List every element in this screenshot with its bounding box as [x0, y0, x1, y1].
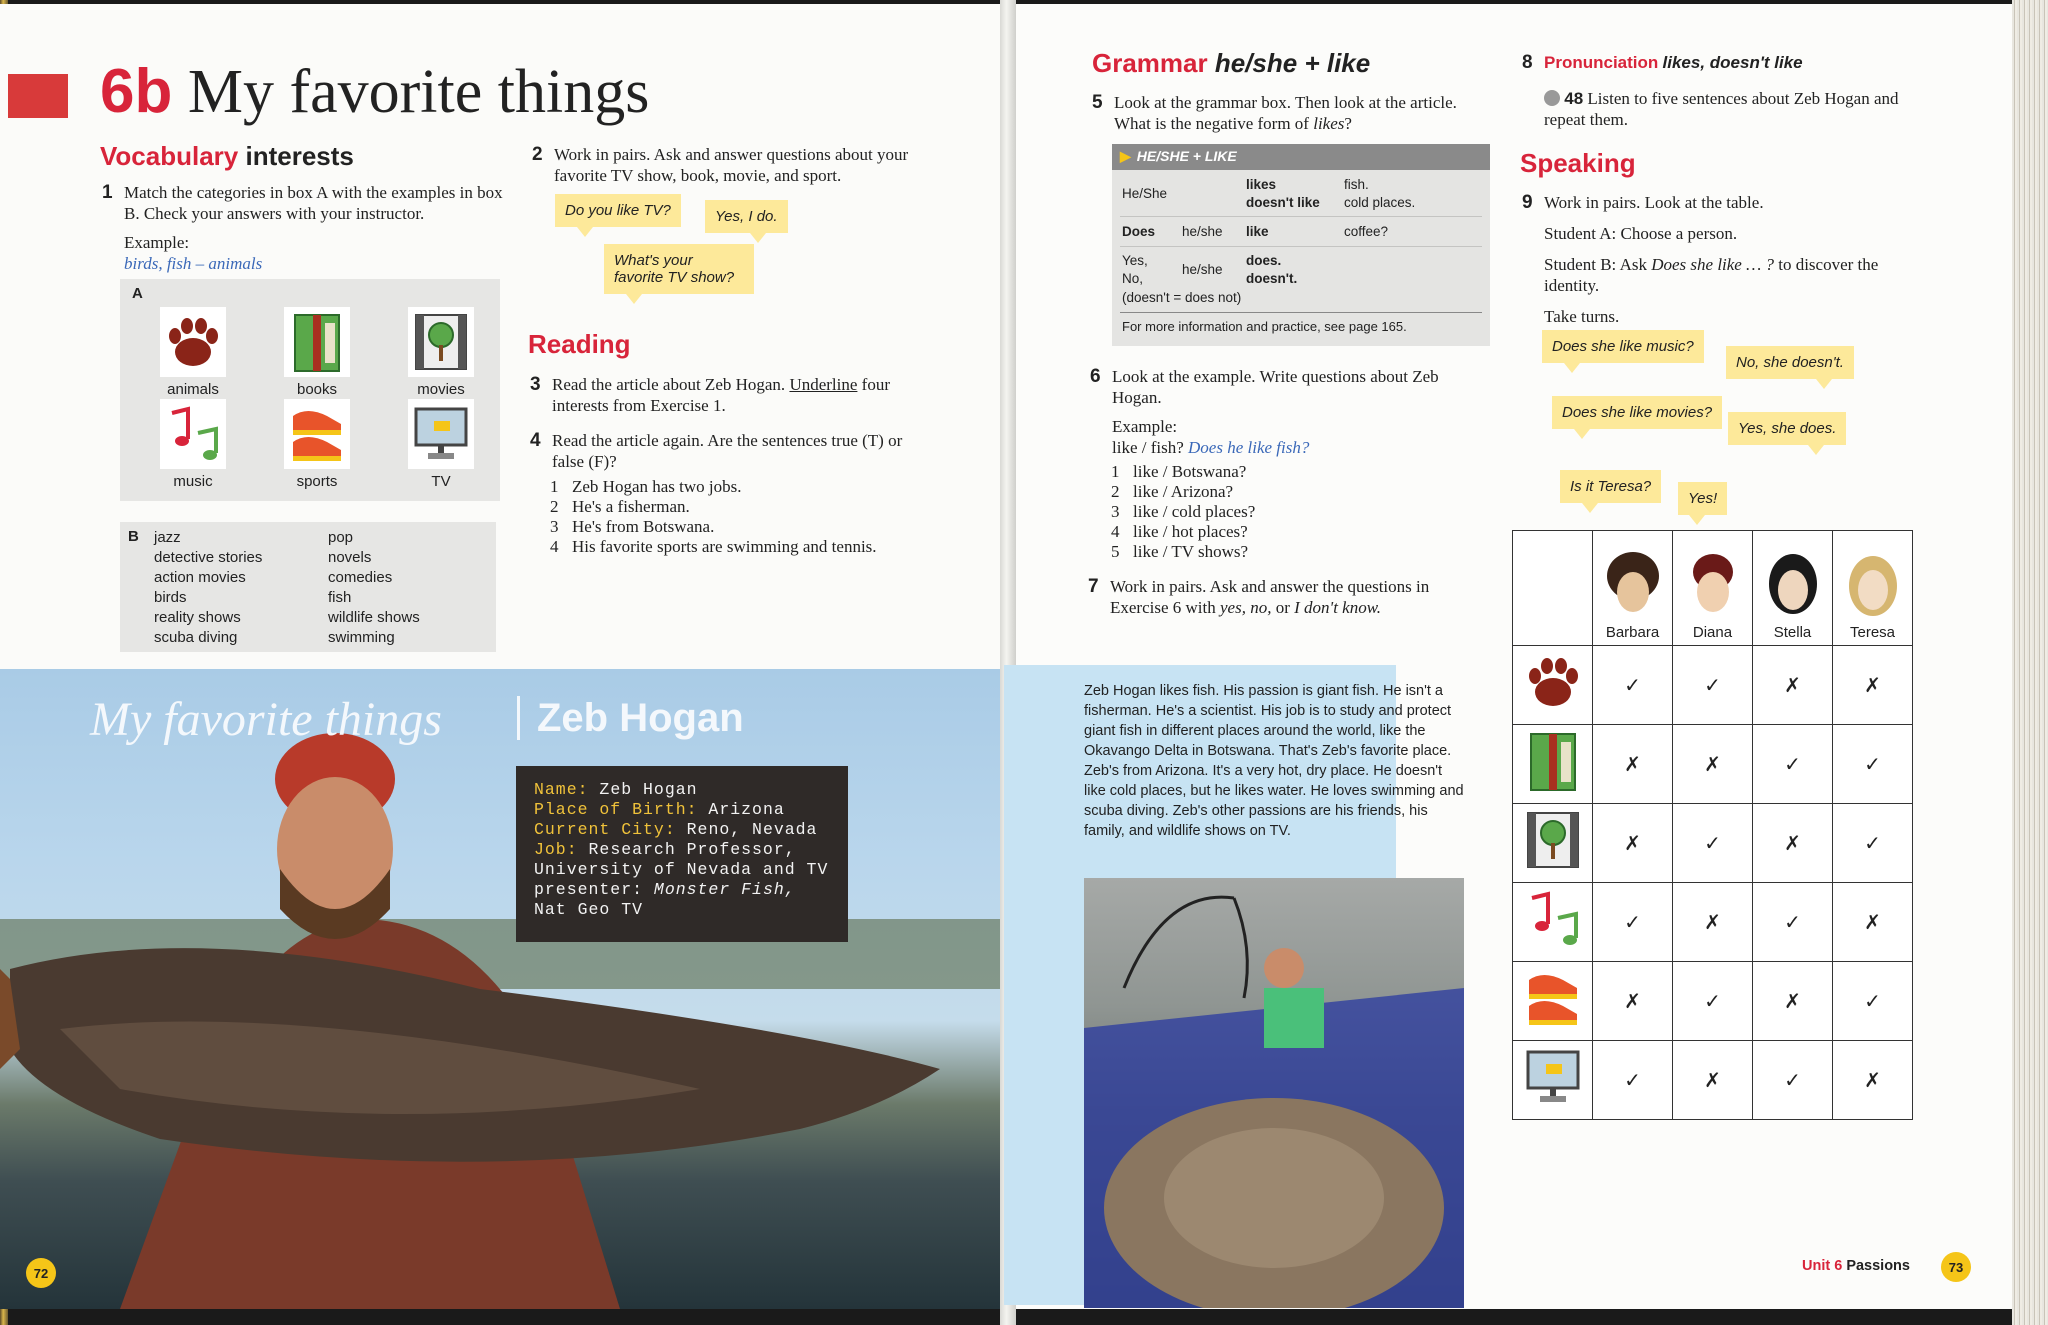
underline-word: Underline — [789, 375, 858, 394]
grammar-cell — [1344, 176, 1415, 212]
book-edge-right — [2012, 0, 2048, 1325]
exercise-5 — [1092, 92, 1494, 134]
profile-key: Job: — [534, 840, 578, 859]
table-cell: ✗ — [1833, 1041, 1913, 1120]
play-arrow-icon: ▶ — [1120, 148, 1131, 164]
profile-key: Name: — [534, 780, 589, 799]
person-name: Diana — [1692, 624, 1733, 641]
table-row — [1513, 646, 1913, 725]
grammar-word: Yes, — [1122, 253, 1148, 268]
box-b-col-2 — [328, 528, 420, 648]
ex6-item-1: 1 like / Botswana? — [1111, 462, 1247, 481]
example-label: Example: — [124, 233, 190, 252]
unit-marker — [8, 74, 68, 118]
table-cell: ✓ — [1833, 725, 1913, 804]
item-text: like / TV shows? — [1133, 542, 1249, 561]
category-sports — [262, 399, 372, 490]
teresa-face-icon — [1843, 550, 1903, 620]
example-item: detective stories — [154, 549, 263, 566]
film-tree-icon — [1524, 809, 1582, 871]
exercise-1 — [102, 182, 506, 274]
student-b-question: Does she like … ? — [1651, 255, 1774, 274]
example-answer: Does he like fish? — [1188, 438, 1310, 457]
exercise-text: Work in pairs. Ask and answer questions about your favorite TV show, book, movie, and sport. — [554, 145, 909, 185]
tv-icon — [408, 399, 474, 469]
grammar-divider — [1120, 216, 1482, 217]
speech-bubble: Yes, I do. — [705, 200, 788, 233]
exercise-number: 1 — [102, 182, 113, 203]
student-b-post: to discover the identity. — [1544, 255, 1879, 295]
grammar-word: cold places. — [1344, 195, 1416, 210]
exercise-number: 5 — [1092, 92, 1103, 113]
person-diana — [1673, 531, 1753, 646]
table-row — [1513, 962, 1913, 1041]
example-item: wildlife shows — [328, 609, 420, 626]
table-cell: ✓ — [1593, 883, 1673, 962]
grammar-divider — [1120, 312, 1482, 313]
grammar-box — [1112, 144, 1490, 346]
profile-card — [516, 766, 848, 942]
ex4-item-3: 3 He's from Botswana. — [550, 517, 715, 536]
speech-bubble: Yes! — [1678, 482, 1727, 515]
grammar-cell: coffee? — [1344, 224, 1389, 239]
grammar-italic: he/she + like — [1214, 48, 1371, 78]
profile-key: Place of Birth: — [534, 800, 698, 819]
exercise-9 — [1522, 192, 1914, 327]
grammar-word: doesn't. — [1246, 271, 1298, 286]
exercise-italic: likes — [1313, 114, 1345, 133]
example-item: fish — [328, 589, 352, 606]
example-item: birds — [154, 589, 187, 606]
item-text: like / hot places? — [1133, 522, 1248, 541]
category-label: movies — [417, 381, 465, 398]
unit-code: 6b — [100, 57, 173, 126]
exercise-8-instructions — [1544, 88, 1914, 130]
music-notes-icon — [1524, 888, 1582, 950]
audio-cd-icon — [1544, 90, 1560, 106]
exercise-text: Work in pairs. Ask and answer the questions in Exercise 6 with — [1110, 577, 1430, 617]
box-b — [120, 522, 496, 652]
table-cell: ✗ — [1593, 804, 1673, 883]
profile-value: Zeb Hogan — [588, 780, 698, 799]
grammar-word: does. — [1246, 253, 1282, 268]
person-name: Stella — [1773, 624, 1812, 641]
person-stella — [1753, 531, 1833, 646]
grammar-cell — [1246, 176, 1320, 212]
show-name: Monster Fish, — [653, 880, 796, 899]
example-item: reality shows — [154, 609, 241, 626]
grammar-cell — [1122, 252, 1148, 288]
unit-title-text: My favorite things — [187, 58, 650, 126]
row-tv — [1513, 1041, 1593, 1120]
speech-bubble: No, she doesn't. — [1726, 346, 1854, 379]
box-label: B — [128, 528, 139, 545]
person-barbara — [1593, 531, 1673, 646]
feature-title: My favorite things — [90, 693, 442, 746]
grammar-word: No, — [1122, 271, 1144, 286]
profile-job — [534, 840, 830, 900]
article-text: Zeb Hogan likes fish. His passion is giant fish. He isn't a fisherman. He's a scientist. His job is to study and protect giant fish in different places around the world, like the Okavango Delta in Botswana. That's Zeb's favorite place. Zeb's from Arizona. It's a very hot, dry place. He doesn't like cold places, but he likes water. He loves swimming and scuba diving. Zeb's other passions are his friends, his family, and wildlife shows on TV. — [1084, 683, 1464, 839]
table-row — [1513, 725, 1913, 804]
table-cell: ✓ — [1753, 883, 1833, 962]
box-a — [120, 279, 500, 501]
tv-icon — [1524, 1046, 1582, 1108]
example-item: action movies — [154, 569, 246, 586]
or-word: or — [1275, 598, 1290, 617]
track-number: 48 — [1564, 89, 1584, 108]
item-text: like / cold places? — [1133, 502, 1256, 521]
speech-bubble: What's your favorite TV show? — [604, 244, 754, 294]
exercise-text-end: four interests from Exercise 1. — [552, 375, 890, 415]
pronunciation-italic: likes, doesn't like — [1662, 53, 1803, 72]
table-cell: ✗ — [1753, 804, 1833, 883]
book-icon — [1525, 728, 1581, 794]
example-label: Example: — [1112, 417, 1178, 436]
page-number: 72 — [26, 1258, 56, 1288]
row-movies — [1513, 804, 1593, 883]
ex6-item-2: 2 like / Arizona? — [1111, 482, 1234, 501]
page-title — [100, 59, 649, 125]
example-answer: birds, fish – animals — [124, 254, 263, 273]
row-books — [1513, 725, 1593, 804]
table-cell: ✗ — [1673, 725, 1753, 804]
table-cell: ✗ — [1673, 883, 1753, 962]
exercise-text: Read the article again. Are the sentences true (T) or false (F)? — [552, 431, 903, 471]
category-music — [138, 399, 248, 490]
reading-heading: Reading — [528, 329, 631, 359]
table-cell: ✓ — [1673, 804, 1753, 883]
table-cell: ✓ — [1753, 1041, 1833, 1120]
grammar-cell: he/she — [1182, 262, 1223, 277]
grammar-note: (doesn't = does not) — [1122, 290, 1242, 305]
exercise-number: 4 — [530, 430, 541, 451]
exercise-3 — [530, 374, 927, 416]
profile-city — [534, 820, 830, 840]
profile-birthplace — [534, 800, 830, 820]
stingray-photo — [1084, 878, 1464, 1308]
exercise-number: 9 — [1522, 192, 1533, 213]
category-tv — [386, 399, 496, 490]
diana-face-icon — [1683, 550, 1743, 620]
student-b-pre: Student B: Ask — [1544, 255, 1647, 274]
exercise-end: ? — [1344, 114, 1352, 133]
table-cell: ✗ — [1833, 646, 1913, 725]
answer-no: no, — [1250, 598, 1272, 617]
item-text: like / Arizona? — [1133, 482, 1234, 501]
table-cell: ✗ — [1753, 646, 1833, 725]
guess-who-table — [1512, 530, 1913, 1120]
speech-bubble: Is it Teresa? — [1560, 470, 1661, 503]
answer-dont-know: I don't know. — [1294, 598, 1382, 617]
row-music — [1513, 883, 1593, 962]
item-text: He's a fisherman. — [572, 497, 690, 516]
table-row — [1513, 883, 1913, 962]
grammar-word: likes — [1246, 177, 1277, 192]
profile-value: Research Professor, University of Nevada and TV presenter: — [534, 840, 829, 899]
example-item: comedies — [328, 569, 393, 586]
grammar-heading — [1092, 48, 1370, 79]
grammar-footnote: For more information and practice, see page 165. — [1122, 319, 1407, 334]
exercise-number: 3 — [530, 374, 541, 395]
table-cell: ✓ — [1833, 962, 1913, 1041]
exercise-number: 2 — [532, 144, 543, 165]
profile-name — [534, 780, 830, 800]
table-cell: ✓ — [1673, 646, 1753, 725]
speech-bubble: Do you like TV? — [555, 194, 681, 227]
vocabulary-heading — [100, 141, 354, 172]
example-line — [1112, 437, 1472, 458]
vocab-black: interests — [245, 141, 354, 171]
exercise-text: Listen to five sentences about Zeb Hogan and repeat them. — [1544, 89, 1899, 129]
exercise-7 — [1088, 576, 1472, 618]
sneakers-icon — [1523, 966, 1583, 1030]
person-teresa — [1833, 531, 1913, 646]
box-b-col-1 — [154, 528, 262, 648]
footer-unit — [1802, 1258, 1910, 1274]
book-icon — [284, 307, 350, 377]
answer-yes: yes, — [1220, 598, 1246, 617]
table-corner — [1513, 531, 1593, 646]
table-cell: ✓ — [1593, 646, 1673, 725]
row-animals — [1513, 646, 1593, 725]
grammar-cell: he/she — [1182, 224, 1223, 239]
exercise-4 — [530, 430, 937, 472]
exercise-text: Read the article about Zeb Hogan. — [552, 375, 786, 394]
exercise-text: Match the categories in box A with the examples in box B. Check your answers with your instructor. — [124, 183, 503, 223]
table-cell: ✓ — [1753, 725, 1833, 804]
speech-bubble: Yes, she does. — [1728, 412, 1846, 445]
grammar-box-title: HE/SHE + LIKE — [1136, 148, 1237, 164]
exercise-number: 8 — [1522, 52, 1533, 73]
exercise-text: Look at the example. Write questions about Zeb Hogan. — [1112, 367, 1439, 407]
person-name: Teresa — [1849, 624, 1896, 641]
category-label: books — [296, 381, 338, 398]
film-tree-icon — [408, 307, 474, 377]
item-text: He's from Botswana. — [572, 517, 715, 536]
category-books — [262, 307, 372, 398]
grammar-divider — [1120, 246, 1482, 247]
category-movies — [386, 307, 496, 398]
profile-value: Arizona — [697, 800, 785, 819]
grammar-cell: Does — [1122, 224, 1156, 239]
table-row — [1513, 1041, 1913, 1120]
person-name: Barbara — [1605, 624, 1660, 641]
ex6-item-5: 5 like / TV shows? — [1111, 542, 1249, 561]
vocab-red: Vocabulary — [100, 141, 239, 171]
profile-network: Nat Geo TV — [534, 900, 644, 919]
table-cell: ✗ — [1833, 883, 1913, 962]
exercise-2 — [532, 144, 912, 186]
exercise-8 — [1522, 52, 1924, 73]
grammar-cell — [1246, 252, 1297, 288]
item-text: His favorite sports are swimming and tennis. — [572, 537, 877, 556]
ex4-item-2: 2 He's a fisherman. — [550, 497, 690, 516]
table-header-row — [1513, 531, 1913, 646]
speech-bubble: Does she like movies? — [1552, 396, 1722, 429]
stella-face-icon — [1763, 550, 1823, 620]
example-item: novels — [328, 549, 372, 566]
example-item: pop — [328, 529, 354, 546]
category-label: animals — [167, 381, 219, 398]
category-label: TV — [431, 473, 451, 490]
page-number: 73 — [1941, 1252, 1971, 1282]
example-item: jazz — [154, 529, 181, 546]
category-label: music — [173, 473, 213, 490]
footer-unit-number: Unit 6 — [1802, 1258, 1843, 1274]
title-divider — [517, 696, 520, 740]
grammar-cell: like — [1246, 224, 1269, 239]
ex6-item-3: 3 like / cold places? — [1111, 502, 1256, 521]
box-label: A — [132, 285, 143, 302]
grammar-word: doesn't like — [1246, 195, 1320, 210]
example-prompt: like / fish? — [1112, 438, 1184, 457]
paw-print-icon — [160, 307, 226, 377]
row-sports — [1513, 962, 1593, 1041]
feature-name: Zeb Hogan — [537, 696, 744, 740]
profile-key: Current City: — [534, 820, 676, 839]
student-a-text: Student A: Choose a person. — [1544, 224, 1738, 243]
pronunciation-label: Pronunciation — [1544, 53, 1659, 72]
table-cell: ✗ — [1593, 962, 1673, 1041]
sneakers-icon — [284, 399, 350, 469]
footer-unit-title: Passions — [1846, 1258, 1910, 1274]
barbara-face-icon — [1603, 550, 1663, 620]
exercise-6 — [1090, 366, 1472, 458]
grammar-word: fish. — [1344, 177, 1369, 192]
table-row — [1513, 804, 1913, 883]
table-cell: ✗ — [1753, 962, 1833, 1041]
music-notes-icon — [160, 399, 226, 469]
grammar-red: Grammar — [1092, 48, 1208, 78]
ex6-item-4: 4 like / hot places? — [1111, 522, 1248, 541]
grammar-cell: He/She — [1122, 186, 1168, 201]
category-animals — [138, 307, 248, 398]
category-label: sports — [296, 473, 338, 490]
exercise-text: Look at the grammar box. Then look at the article. What is the negative form of — [1114, 93, 1457, 133]
paw-print-icon — [1525, 652, 1581, 712]
exercise-number: 7 — [1088, 576, 1099, 597]
feature-photo-fisherman — [0, 669, 1004, 1309]
profile-value: Reno, Nevada — [675, 820, 818, 839]
grammar-box-header — [1112, 144, 1490, 170]
page-left — [0, 4, 1012, 1309]
ex4-item-1: 1 Zeb Hogan has two jobs. — [550, 477, 742, 496]
speech-bubble: Does she like music? — [1542, 330, 1704, 363]
table-cell: ✓ — [1833, 804, 1913, 883]
example-item: scuba diving — [154, 629, 238, 646]
table-cell: ✓ — [1673, 962, 1753, 1041]
exercise-number: 6 — [1090, 366, 1101, 387]
student-b-text — [1544, 254, 1914, 296]
table-cell: ✗ — [1673, 1041, 1753, 1120]
example-item: swimming — [328, 629, 395, 646]
item-text: Zeb Hogan has two jobs. — [572, 477, 742, 496]
ex4-item-4: 4 His favorite sports are swimming and tennis. — [550, 537, 877, 556]
speaking-heading: Speaking — [1520, 148, 1636, 178]
item-text: like / Botswana? — [1133, 462, 1247, 481]
exercise-text: Work in pairs. Look at the table. — [1544, 193, 1764, 212]
table-cell: ✗ — [1593, 725, 1673, 804]
take-turns-text: Take turns. — [1544, 307, 1620, 326]
table-cell: ✓ — [1593, 1041, 1673, 1120]
